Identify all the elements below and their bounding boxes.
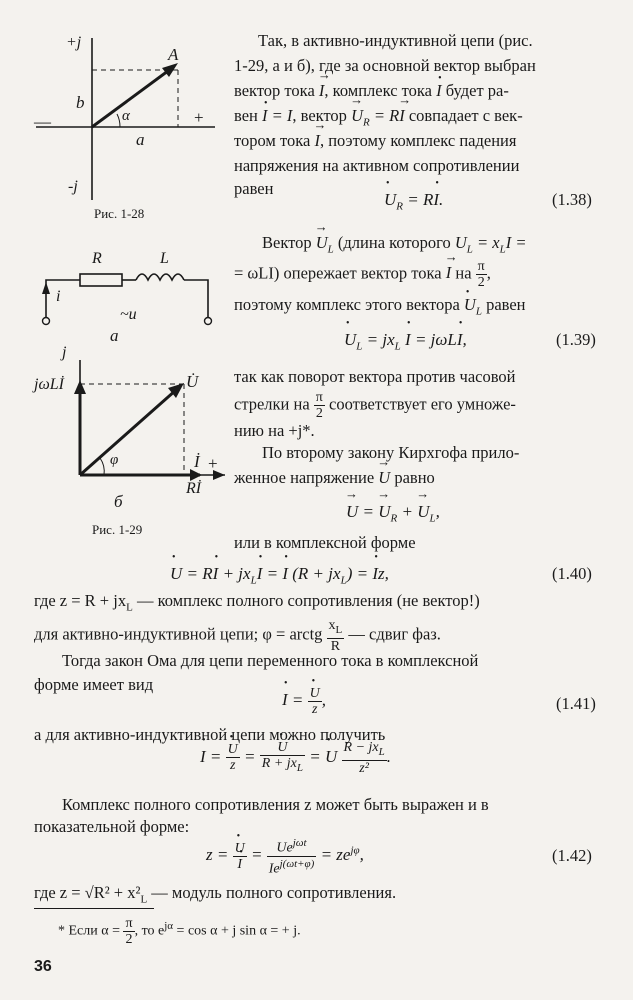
fig129a-label-i: i (56, 288, 61, 305)
para1-line1: Так, в активно-индуктивной цепи (рис. (258, 31, 533, 50)
equation-number-1-42: (1.42) (552, 846, 592, 865)
footnote: * Если α = $\frac{\pi}{2}$ , то $e^{j\alpha} = \cos \alpha + j$ sin α = + j. (58, 916, 301, 947)
para2-line2-b: на (455, 263, 472, 283)
fig128-label-a: a (136, 130, 145, 149)
footnote-rule (34, 908, 154, 909)
para4-line2: женное напряжение → U равно (234, 465, 435, 490)
para2-line3-a: поэтому комплекс этого вектора (234, 295, 460, 314)
para1-line4-a: вен (234, 106, 258, 125)
equation-1-42: z = • U • I = $\frac{Ue^{j\omega t}}{Ie^{j(\omega t+\varphi)}}$ = $ze^{j\varphi}$, (206, 836, 364, 876)
para1-line2: 1-29, а и б), где за основной вектор выбран (234, 56, 536, 75)
para6-line2-a: для активно-индуктивной цепи; φ = arctg (34, 624, 323, 644)
fig129b-label-j: j (62, 344, 67, 361)
fig128-label-alpha: α (122, 108, 130, 124)
para4-line2-b: равно (394, 468, 435, 487)
para2-line1: Вектор → $U_L$ (длина которого $U_L = x_LI$ = (262, 230, 527, 262)
para2-line3-b: равен (486, 295, 526, 314)
para1-line3-a: вектор тока (234, 81, 315, 100)
equation-number-1-40: (1.40) (552, 564, 592, 583)
para1-line5: тором тока → I, поэтому комплекс падения (234, 128, 516, 153)
para2-line2: = ωLI) опережает вектор тока → I на $\frac{\pi}{2}$ , (234, 259, 491, 290)
para6-line1-b: — комплекс полного сопротивления (не вектор!) (132, 591, 480, 610)
para7-line2: форме имеет вид (34, 675, 154, 694)
fig129b-label-I: İ (194, 452, 200, 471)
fig128-label-A: A (168, 45, 179, 64)
para1-line4-c: совпадает с век- (408, 106, 523, 125)
fig129b-label-RI: Rİ (186, 480, 202, 497)
para10-line1: где $z = √R^2 + x^2_L$ — модуль полного сопротивления. (34, 883, 397, 906)
para1-line3: вектор тока → I, комплекс тока • I будет ра- (234, 78, 509, 103)
fig129b-sublabel: б (114, 492, 123, 511)
equation-ohm-expanded: • I = • $\frac{U}{z}$ = • $\frac{U}{R + jx_L}$ = • U $\frac{R - jx_L}{\text{z²}}$ . (200, 740, 391, 776)
equation-number-1-39: (1.39) (556, 330, 596, 349)
equation-1-38: • $U_R$ = R• I. (384, 190, 443, 212)
fig128-label-minus-j: -j (68, 178, 78, 195)
para5-line1: или в комплексной форме (234, 533, 416, 552)
para6-line1: где $z = R + jx_L$ — комплекс полного сопротивления (не вектор!) (34, 591, 480, 614)
para1-line5-a: тором тока (234, 131, 311, 150)
fig129a-label-u: ~u (120, 306, 137, 323)
fig128-label-plus-j: +j (66, 34, 82, 51)
para1-line4-b: , вектор (292, 106, 347, 125)
para4-line1: По второму закону Кирхгофа прило- (262, 443, 520, 462)
equation-1-40: • U = R• $I + jx_L•$ I = • I $(R + jx_L)$ = • Iz, (170, 564, 389, 586)
para3-line2-a: стрелки на (234, 394, 310, 414)
para10-line1-b: — модуль полного сопротивления. (147, 883, 397, 902)
para3-line2: стрелки на $\frac{\pi}{2}$ соответствует его умноже- (234, 390, 516, 421)
fig129b-label-U: U̇ (186, 372, 199, 391)
para9-line2: показательной форме: (34, 817, 190, 836)
para6-line1-a: где z = R + jx (34, 591, 127, 610)
para2-line1-a: Вектор (262, 233, 312, 252)
fig128-caption: Рис. 1-28 (94, 206, 145, 221)
para1-line4: вен • I = I, вектор → $U_R = R\to I$ совпадает с век- (234, 103, 523, 135)
fig129b-label-phi: φ (110, 452, 119, 468)
para2-line2-a: = ωLI) опережает вектор тока (234, 263, 442, 283)
para10-line1-a: где z = √R² + x² (34, 883, 141, 902)
footnote-a: * Если α = (58, 923, 120, 939)
fig129a-label-R: R (92, 250, 102, 267)
para2-line1-b: (длина которого (337, 233, 451, 252)
fig129b-label-plus: + (208, 454, 218, 473)
footnote-b: , то e (134, 923, 165, 939)
para1-line5-b: , поэтому комплекс падения (319, 131, 517, 150)
para4-line2-a: женное напряжение (234, 468, 375, 487)
para2-line3: поэтому комплекс этого вектора • $U_L$ равен (234, 292, 526, 324)
fig128-label-plus: + (194, 108, 204, 127)
para6-line2: для активно-индуктивной цепи; φ = arctg $\frac{x_L}{R}$ — сдвиг фаз. (34, 618, 441, 654)
footnote-c: = cos α + j sin α = + j. (173, 923, 301, 939)
para3-line2-b: соответствует его умноже- (329, 394, 516, 414)
page-number: 36 (34, 958, 52, 975)
fig129b-caption: Рис. 1-29 (92, 522, 143, 537)
para9-line1: Комплекс полного сопротивления z может быть выражен и в (62, 795, 489, 814)
para8-line1: а для активно-индуктивной цепи можно получить (34, 725, 386, 744)
para3-line3: нию на +j*. (234, 421, 315, 440)
fig129b-label-jwLI: jωLİ (34, 376, 64, 393)
fig129a-sublabel: a (110, 326, 119, 345)
para3-line1: так как поворот вектора против часовой (234, 367, 516, 386)
para1-line7: равен (234, 179, 274, 198)
fig129a-label-L: L (160, 250, 169, 267)
equation-number-1-41: (1.41) (556, 694, 596, 713)
para6-line2-b: — сдвиг фаз. (348, 624, 441, 644)
equation-vector-sum: → U = → $U_R$ + → $U_L$, (346, 502, 440, 524)
equation-1-41: • I = • $\frac{U}{z}$ , (282, 686, 326, 717)
para1-line6: напряжения на активном сопротивлении (234, 156, 520, 175)
para7-line1: Тогда закон Ома для цепи переменного тока в комплексной (62, 651, 479, 670)
fig128-label-minus: — (34, 112, 51, 131)
para1-line3-b: , комплекс тока (324, 81, 432, 100)
equation-1-39: • $U_L = jx_L$ • I = jωL• I, (344, 330, 467, 352)
equation-number-1-38: (1.38) (552, 190, 592, 209)
fig128-label-b: b (76, 93, 85, 112)
para1-line3-c: будет ра- (445, 81, 509, 100)
